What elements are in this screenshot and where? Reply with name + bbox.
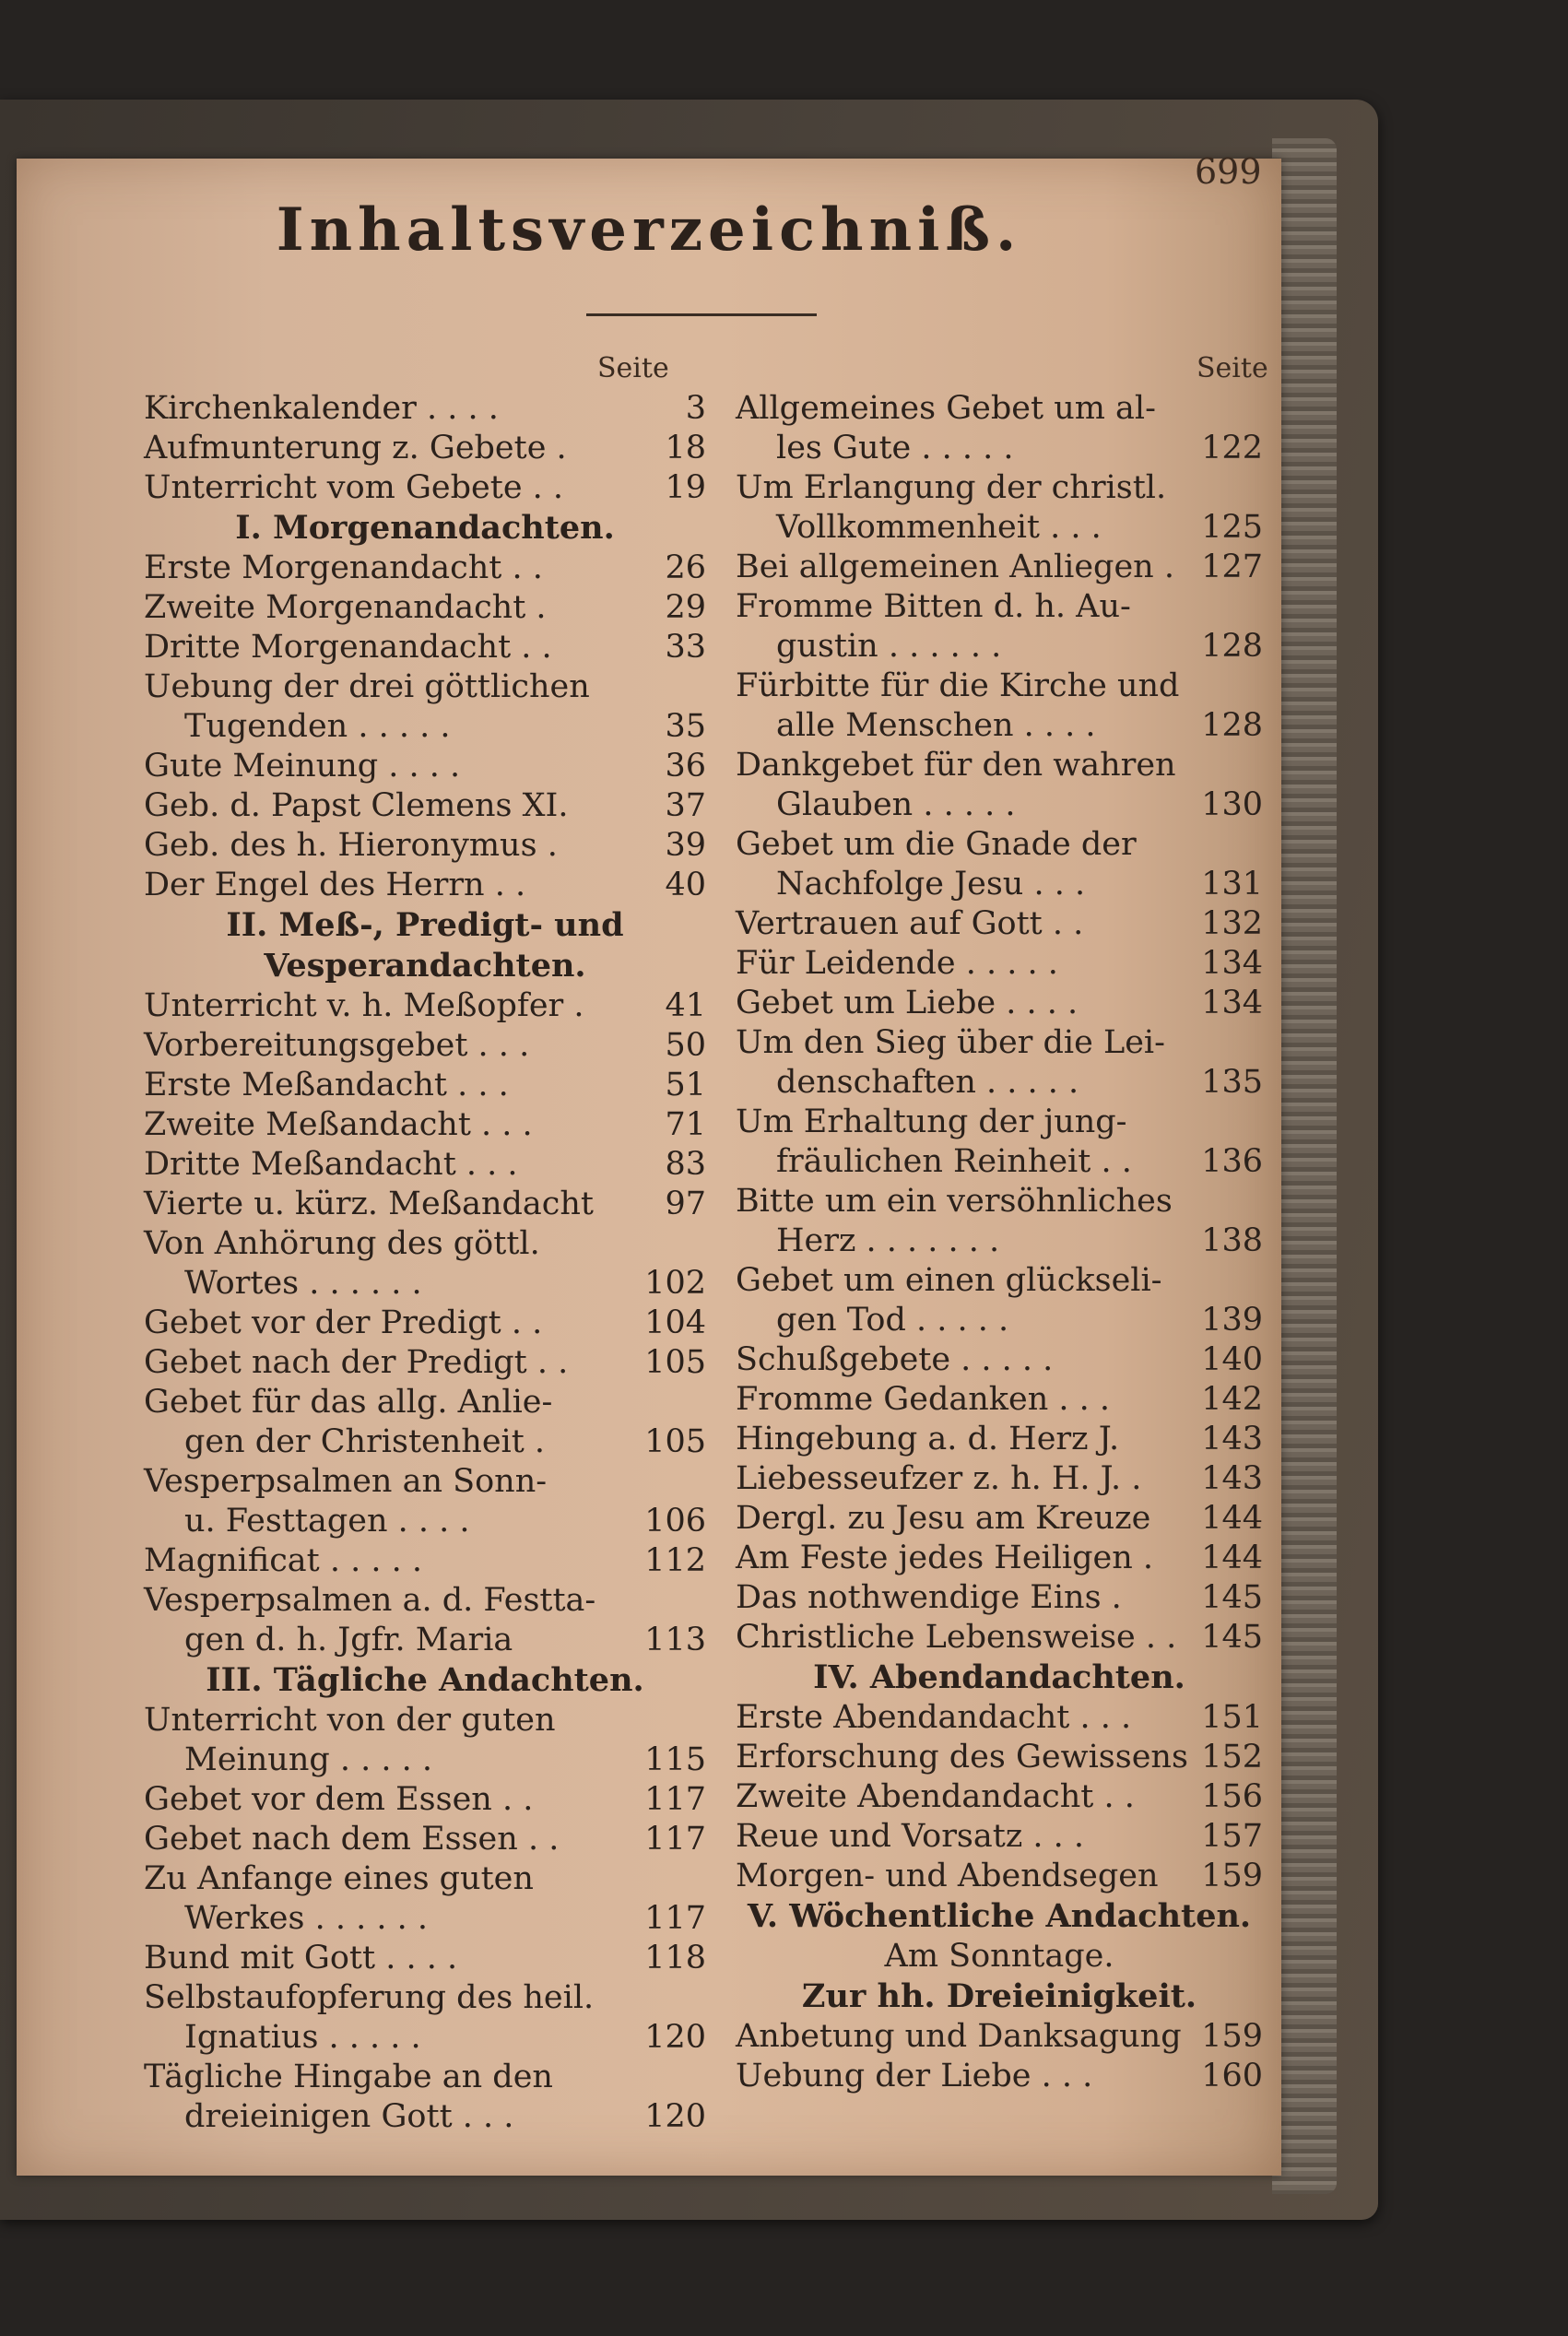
toc-page-number: 159 [1201, 2018, 1263, 2055]
toc-page-number: 41 [665, 987, 706, 1024]
toc-entry [736, 785, 1263, 825]
toc-entry-text: Allgemeines Gebet um al- [736, 390, 1156, 427]
toc-entry [736, 1261, 1263, 1301]
toc-page-number: 71 [665, 1106, 706, 1143]
toc-entry-text: Am Feste jedes Heiligen . [736, 1540, 1154, 1576]
section-heading [144, 905, 706, 946]
section-heading [736, 1658, 1263, 1698]
toc-entry [736, 746, 1263, 785]
toc-entry-text: Geb. d. Papst Clemens XI. [144, 787, 569, 824]
toc-page-number: 151 [1201, 1699, 1263, 1736]
toc-entry [144, 1899, 706, 1939]
toc-entry [736, 1738, 1263, 1777]
toc-entry-text: Dankgebet für den wahren [736, 747, 1176, 784]
toc-entry-text: Dritte Meßandacht . . . [144, 1146, 518, 1183]
toc-entry [736, 1817, 1263, 1857]
toc-entry [736, 468, 1263, 508]
section-heading [144, 1660, 706, 1701]
toc-page-number: 36 [665, 748, 706, 785]
toc-entry [144, 588, 706, 628]
toc-entry [144, 1581, 706, 1621]
toc-entry [144, 1621, 706, 1660]
toc-entry-text: Erforschung des Gewissens [736, 1739, 1188, 1776]
toc-entry-text: Gute Meinung . . . . [144, 748, 461, 785]
toc-entry-text: IV. Abendandachten. [813, 1658, 1185, 1696]
toc-entry [736, 825, 1263, 865]
toc-entry-text: Um den Sieg über die Lei- [736, 1024, 1165, 1061]
toc-page-number: 105 [644, 1344, 706, 1381]
toc-entry-text: Vollkommenheit . . . [776, 509, 1102, 546]
toc-entry-text: Zweite Morgenandacht . [144, 589, 547, 626]
toc-entry [736, 1103, 1263, 1142]
toc-entry-text: Gebet um einen glückseli- [736, 1262, 1162, 1299]
toc-entry-text: Der Engel des Herrn . . [144, 867, 526, 903]
toc-page-number: 117 [644, 1781, 706, 1818]
toc-entry-text: Von Anhörung des göttl. [144, 1225, 540, 1262]
toc-page-number: 127 [1201, 549, 1263, 585]
toc-entry-text: Liebesseufzer z. h. H. J. . [736, 1460, 1142, 1497]
toc-entry-text: Werkes . . . . . . [184, 1900, 428, 1937]
page-edges [1272, 138, 1337, 2194]
toc-entry-text: Bund mit Gott . . . . [144, 1940, 458, 1976]
toc-page-number: 26 [665, 549, 706, 586]
toc-entry [144, 747, 706, 786]
toc-page-number: 97 [665, 1186, 706, 1222]
toc-entry-text: Anbetung und Danksagung [736, 2018, 1182, 2055]
toc-entry [736, 706, 1263, 746]
toc-entry-text: Wortes . . . . . . [184, 1265, 422, 1302]
toc-entry [736, 904, 1263, 944]
toc-entry [144, 1740, 706, 1780]
toc-entry-text: Um Erlangung der christl. [736, 469, 1167, 506]
toc-entry [144, 786, 706, 826]
toc-page-number: 37 [665, 787, 706, 824]
toc-entry-text: Unterricht v. h. Meßopfer . [144, 987, 584, 1024]
toc-entry-text: Herz . . . . . . . [776, 1222, 1000, 1259]
toc-entry-text: Selbstaufopferung des heil. [144, 1979, 595, 2016]
toc-page-number: 120 [644, 2019, 706, 2056]
toc-entry-text: Kirchenkalender . . . . [144, 390, 499, 427]
toc-entry-text: Erste Meßandacht . . . [144, 1067, 509, 1103]
title-rule [586, 313, 817, 316]
toc-entry-text: Unterricht von der guten [144, 1702, 556, 1739]
toc-page-number: 115 [644, 1741, 706, 1778]
toc-entry [144, 1541, 706, 1581]
toc-entry-text: Meinung . . . . . [184, 1741, 433, 1778]
toc-entry [144, 1859, 706, 1899]
toc-entry-text: Christliche Lebensweise . . [736, 1619, 1177, 1656]
toc-column-left [144, 389, 706, 2137]
toc-entry [736, 1301, 1263, 1340]
toc-entry [736, 1578, 1263, 1618]
section-heading [736, 1937, 1263, 1976]
toc-page-number: 33 [665, 629, 706, 666]
toc-entry [736, 1063, 1263, 1103]
toc-entry [144, 1383, 706, 1422]
toc-entry-text: Das nothwendige Eins . [736, 1579, 1122, 1616]
toc-page-number: 145 [1201, 1619, 1263, 1656]
page-title: Inhaltsverzeichniß. [276, 195, 1022, 265]
toc-page-number: 157 [1201, 1818, 1263, 1855]
toc-entry [144, 1066, 706, 1105]
toc-page-number: 105 [644, 1423, 706, 1460]
toc-page-number: 130 [1201, 786, 1263, 823]
toc-entry [144, 1422, 706, 1462]
toc-entry [144, 1502, 706, 1541]
toc-entry [144, 1264, 706, 1304]
toc-entry [736, 1539, 1263, 1578]
toc-entry-text: Reue und Vorsatz . . . [736, 1818, 1085, 1855]
toc-entry-text: I. Morgenandachten. [235, 509, 615, 547]
toc-entry [144, 1304, 706, 1343]
toc-page-number: 132 [1201, 905, 1263, 942]
toc-page-number: 120 [644, 2098, 706, 2135]
page-number: 699 [1195, 151, 1262, 192]
toc-entry [144, 1145, 706, 1185]
toc-page-number: 144 [1201, 1540, 1263, 1576]
toc-entry-text: Schußgebete . . . . . [736, 1341, 1054, 1378]
toc-entry-text: Unterricht vom Gebete . . [144, 469, 564, 506]
toc-entry-text: denschaften . . . . . [776, 1064, 1079, 1101]
toc-entry [736, 1023, 1263, 1063]
toc-page-number: 125 [1201, 509, 1263, 546]
toc-entry-text: les Gute . . . . . [776, 430, 1014, 466]
toc-page-number: 136 [1201, 1143, 1263, 1180]
toc-entry-text: Erste Morgenandacht . . [144, 549, 543, 586]
toc-entry [144, 468, 706, 508]
toc-entry-text: alle Menschen . . . . [776, 707, 1096, 744]
toc-entry [144, 1780, 706, 1820]
toc-entry-text: Vertrauen auf Gott . . [736, 905, 1084, 942]
toc-entry [736, 944, 1263, 984]
toc-page-number: 113 [644, 1622, 706, 1658]
toc-entry-text: Geb. des h. Hieronymus . [144, 827, 558, 864]
toc-entry-text: Uebung der Liebe . . . [736, 2058, 1093, 2094]
toc-entry-text: Zur hh. Dreieinigkeit. [801, 1977, 1197, 2015]
toc-column-right [736, 389, 1263, 2096]
toc-entry-text: Tugenden . . . . . [184, 708, 451, 745]
toc-entry-text: Erste Abendandacht . . . [736, 1699, 1132, 1736]
toc-entry-text: Zu Anfange eines guten [144, 1860, 534, 1897]
toc-entry-text: u. Festtagen . . . . [184, 1503, 470, 1540]
toc-entry-text: Vierte u. kürz. Meßandacht [144, 1186, 594, 1222]
toc-page-number: 152 [1201, 1739, 1263, 1776]
section-heading [736, 1976, 1263, 2017]
toc-entry-text: Vesperandachten. [264, 947, 586, 985]
toc-entry-text: Bei allgemeinen Anliegen . [736, 549, 1174, 585]
toc-entry-text: Gebet um die Gnade der [736, 826, 1137, 863]
toc-page-number: 135 [1201, 1064, 1263, 1101]
toc-entry-text: Hingebung a. d. Herz J. [736, 1421, 1120, 1457]
toc-page-number: 29 [665, 589, 706, 626]
toc-page-number: 40 [665, 867, 706, 903]
toc-entry [144, 1820, 706, 1859]
toc-entry [144, 826, 706, 866]
toc-entry-text: Vesperpsalmen a. d. Festta- [144, 1582, 596, 1619]
toc-page-number: 156 [1201, 1778, 1263, 1815]
toc-page-number: 104 [644, 1304, 706, 1341]
toc-page-number: 51 [665, 1067, 706, 1103]
section-heading [144, 946, 706, 986]
toc-entry [144, 866, 706, 905]
section-heading [144, 508, 706, 549]
toc-entry [736, 1459, 1263, 1499]
toc-page-number: 112 [644, 1542, 706, 1579]
toc-entry [736, 587, 1263, 627]
toc-entry [144, 1185, 706, 1224]
toc-entry [736, 389, 1263, 429]
toc-entry [736, 1221, 1263, 1261]
toc-page-number: 19 [665, 469, 706, 506]
toc-entry [736, 1182, 1263, 1221]
toc-entry-text: dreieinigen Gott . . . [184, 2098, 514, 2135]
toc-page-number: 143 [1201, 1460, 1263, 1497]
toc-page-number: 39 [665, 827, 706, 864]
seite-label-right: Seite [1197, 352, 1268, 384]
toc-entry [736, 508, 1263, 548]
toc-page-number: 128 [1201, 628, 1263, 665]
toc-entry [736, 1698, 1263, 1738]
toc-entry-text: III. Tägliche Andachten. [206, 1661, 644, 1699]
toc-entry [144, 549, 706, 588]
toc-page-number: 160 [1201, 2058, 1263, 2094]
toc-page-number: 140 [1201, 1341, 1263, 1378]
toc-entry-text: Um Erhaltung der jung- [736, 1103, 1127, 1140]
toc-entry [144, 429, 706, 468]
toc-page-number: 139 [1201, 1302, 1263, 1339]
toc-entry-text: fräulichen Reinheit . . [776, 1143, 1132, 1180]
toc-entry-text: Magnificat . . . . . [144, 1542, 422, 1579]
toc-entry-text: II. Meß-, Predigt- und [226, 906, 624, 944]
toc-entry [736, 1380, 1263, 1420]
toc-page-number: 134 [1201, 985, 1263, 1021]
toc-entry-text: Tägliche Hingabe an den [144, 2059, 553, 2095]
toc-entry [736, 1618, 1263, 1658]
toc-entry-text: Vorbereitungsgebet . . . [144, 1027, 530, 1064]
toc-entry-text: gen der Christenheit . [184, 1423, 546, 1460]
toc-entry [144, 1026, 706, 1066]
toc-entry-text: gen Tod . . . . . [776, 1302, 1009, 1339]
toc-entry [736, 667, 1263, 706]
toc-entry-text: Gebet für das allg. Anlie- [144, 1384, 553, 1421]
toc-entry [144, 628, 706, 667]
toc-entry-text: Gebet um Liebe . . . . [736, 985, 1079, 1021]
toc-page-number: 102 [644, 1265, 706, 1302]
section-heading [736, 1896, 1263, 1937]
toc-entry-text: Gebet vor dem Essen . . [144, 1781, 534, 1818]
toc-page-number: 50 [665, 1027, 706, 1064]
toc-page-number: 117 [644, 1821, 706, 1858]
toc-entry [736, 2057, 1263, 2096]
toc-entry [736, 548, 1263, 587]
book-page [17, 151, 1281, 2176]
toc-page-number: 83 [665, 1146, 706, 1183]
toc-entry [144, 389, 706, 429]
toc-entry [736, 2017, 1263, 2057]
toc-page-number: 145 [1201, 1579, 1263, 1616]
toc-entry-text: Am Sonntage. [884, 1938, 1114, 1975]
toc-entry-text: Ignatius . . . . . [184, 2019, 421, 2056]
toc-entry [736, 984, 1263, 1023]
toc-entry-text: Glauben . . . . . [776, 786, 1016, 823]
toc-page-number: 122 [1201, 430, 1263, 466]
toc-entry-text: gustin . . . . . . [776, 628, 1002, 665]
toc-entry-text: Nachfolge Jesu . . . [776, 866, 1086, 903]
toc-entry-text: V. Wöchentliche Andachten. [747, 1897, 1252, 1935]
toc-entry [736, 627, 1263, 667]
toc-page-number: 143 [1201, 1421, 1263, 1457]
toc-entry [144, 2018, 706, 2058]
toc-entry [736, 1340, 1263, 1380]
toc-entry-text: Zweite Meßandacht . . . [144, 1106, 533, 1143]
toc-entry-text: gen d. h. Jgfr. Maria [184, 1622, 513, 1658]
toc-entry-text: Gebet vor der Predigt . . [144, 1304, 543, 1341]
toc-entry-text: Für Leidende . . . . . [736, 945, 1058, 982]
toc-entry-text: Fromme Gedanken . . . [736, 1381, 1111, 1418]
toc-entry [736, 429, 1263, 468]
toc-entry-text: Dritte Morgenandacht . . [144, 629, 552, 666]
toc-entry-text: Aufmunterung z. Gebete . [144, 430, 567, 466]
toc-entry-text: Bitte um ein versöhnliches [736, 1183, 1173, 1220]
toc-entry [736, 1857, 1263, 1896]
toc-page-number: 144 [1201, 1500, 1263, 1537]
toc-entry [144, 1462, 706, 1502]
seite-label-left: Seite [597, 352, 669, 384]
toc-entry-text: Uebung der drei göttlichen [144, 668, 590, 705]
toc-entry-text: Gebet nach dem Essen . . [144, 1821, 560, 1858]
toc-page-number: 3 [685, 390, 706, 427]
toc-page-number: 131 [1201, 866, 1263, 903]
toc-entry [736, 1142, 1263, 1182]
toc-entry [144, 707, 706, 747]
toc-page-number: 138 [1201, 1222, 1263, 1259]
toc-entry [144, 1701, 706, 1740]
toc-page-number: 128 [1201, 707, 1263, 744]
toc-page-number: 159 [1201, 1858, 1263, 1894]
toc-entry-text: Zweite Abendandacht . . [736, 1778, 1135, 1815]
toc-entry [144, 2058, 706, 2097]
toc-entry [144, 1939, 706, 1978]
toc-entry-text: Dergl. zu Jesu am Kreuze [736, 1500, 1151, 1537]
toc-entry [144, 667, 706, 707]
toc-entry [144, 1224, 706, 1264]
toc-page-number: 134 [1201, 945, 1263, 982]
toc-entry [144, 2097, 706, 2137]
toc-entry-text: Fromme Bitten d. h. Au- [736, 588, 1131, 625]
toc-entry-text: Vesperpsalmen an Sonn- [144, 1463, 548, 1500]
toc-entry-text: Gebet nach der Predigt . . [144, 1344, 569, 1381]
toc-page-number: 18 [665, 430, 706, 466]
toc-page-number: 35 [665, 708, 706, 745]
toc-page-number: 118 [644, 1940, 706, 1976]
toc-page-number: 106 [644, 1503, 706, 1540]
toc-page-number: 142 [1201, 1381, 1263, 1418]
toc-entry [144, 986, 706, 1026]
toc-entry-text: Morgen- und Abendsegen [736, 1858, 1159, 1894]
toc-entry [736, 865, 1263, 904]
toc-entry [144, 1105, 706, 1145]
toc-entry [736, 1777, 1263, 1817]
toc-entry [736, 1499, 1263, 1539]
toc-entry [144, 1343, 706, 1383]
toc-page-number: 117 [644, 1900, 706, 1937]
toc-entry [736, 1420, 1263, 1459]
toc-entry [144, 1978, 706, 2018]
toc-entry-text: Fürbitte für die Kirche und [736, 667, 1180, 704]
